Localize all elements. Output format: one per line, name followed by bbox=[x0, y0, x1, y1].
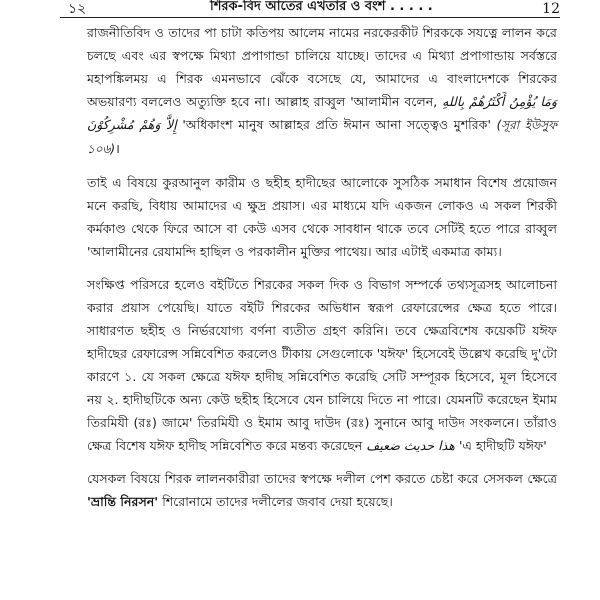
hadith-note-arabic: هذا حديث ضعيف bbox=[366, 438, 455, 453]
body-text bbox=[87, 21, 557, 513]
paragraph-3-text: সংক্ষিপ্ত পরিসরে হলেও বইটিতে শিরকের সকল দিক ও বিভাগ সম্পর্কে তথ্যসূত্রসহ আলোচনা করার প্রয়াস পেয়েছি। যাতে বইটি শিরকের অভিধান স্বরূপ রেফারেন্সের ক্ষেত্র হতে পারে। সাধারণত ছহীহ ও নির্ভরযোগ্য বর্ণনা ব্যতীত গ্রহণ করিনি। তবে ক্ষেত্রবিশেষ কয়েকটি যঈফ হাদীছের রেফারেন্স সন্নিবেশিত করলেও টীকায় সেগুলোকে 'যঈফ' হিসেবেই উল্লেখ করেছি দু'টো কারণে ১. যে সকল ক্ষেত্রে যঈফ হাদীছ সন্নিবেশিত করেছি সেটি সম্পূরক হিসেবে, মূল হিসেবে নয় ২. হাদীছটিকে অন্য কেউ ছহীহ হিসেবে যেন চালিয়ে দিতে না পারে। যেমনটি করেছেন ইমাম তিরমিযী (রঃ) জামে' তিরমিযী ও ইমাম আবু দাউদ (রঃ) সুনানে আবু দাউদ সংকলনে। তাঁরাও ক্ষেত্র বিশেষ যঈফ হাদীছ সন্নিবেশিত করে মন্তব্য করেছেন bbox=[87, 277, 557, 453]
paragraph-2-text: তাই এ বিষয়ে কুরআনুল কারীম ও ছহীহ হাদীছের আলোকে সুসঠিক সমাধান বিশেষ প্রয়োজন মনে করছি, বিধায় আমাদের এ ক্ষুদ্র প্রয়াস। এর মাধ্যমে যদি একজন লোকও এ সকল শিরকী কর্মকাণ্ড থেকে ফিরে আসে বা কেউ এসব থেকে সাবধান থাকে তবে সেটিই হতে পারে রাব্বুল 'আলামীনের রেযামন্দি হাছিল ও পরকালীন মুক্তির পাথেয়। আর এটাই একমাত্র কাম্য। bbox=[87, 175, 557, 259]
hadith-note-translation: 'এ হাদীছটি যঈফ' bbox=[458, 438, 547, 453]
running-title: শিরক-বিদ আতের এখতার ও বংশ . . . . . bbox=[210, 0, 433, 14]
section-heading-reference: 'ভ্রান্তি নিরসন' bbox=[87, 494, 159, 509]
paragraph-4-text: যেসকল বিষয়ে শিরক লালনকারীরা তাদের স্বপক্ষে দলীল পেশ করতে চেষ্টা করে সেসকল ক্ষেত্রে bbox=[87, 471, 557, 486]
paragraph-4 bbox=[87, 467, 557, 513]
paragraph-3 bbox=[87, 273, 557, 457]
header-rule bbox=[60, 17, 560, 18]
paragraph-4-text-end: শিরোনামে তাদের দলীলের জবাব দেয়া হয়েছে। bbox=[162, 494, 393, 509]
page-number-bengali: ১২ bbox=[68, 1, 87, 17]
paragraph-1 bbox=[87, 21, 557, 161]
verse-translation: 'অধিকাংশ মানুষ আল্লাহর প্রতি ঈমান আনা সত্ত্বেও মুশরিক' bbox=[182, 117, 491, 132]
page-number: 12 bbox=[542, 1, 560, 17]
verse-reference: (সূরা ইউসুফ ১০৬) bbox=[87, 118, 557, 156]
sentence-end: । bbox=[115, 141, 120, 156]
page-header bbox=[60, 0, 560, 20]
paragraph-2 bbox=[87, 171, 557, 263]
quran-verse-arabic: وَمَا يُؤْمِنُ أَكْثَرُهُمْ بِاللهِ إِلاَّ وَهُمْ مُشْرِكُوْنَ bbox=[87, 94, 557, 132]
paragraph-1-text: রাজনীতিবিদ ও তাদের পা চাটা কতিপয় আলেম নামের নরকেরকীট শিরককে সযত্নে লালন করে চলছে এবং এর স্বপক্ষে মিথ্যা প্রপাগান্ডা চালিয়ে যাচ্ছে। তাদের এ মিথ্যা প্রপাগান্ডায় সর্বস্তরে মহাপঙ্কিলময় এ শিরক এমনভাবে ঝেঁকে বসেছে যে, আমাদের এ বাংলাদেশকে শিরকের অভয়ারণ্য বললেও অত্যুক্তি হবে না। আল্লাহ রাব্বুল 'আলামীন বলেন, bbox=[87, 25, 557, 109]
